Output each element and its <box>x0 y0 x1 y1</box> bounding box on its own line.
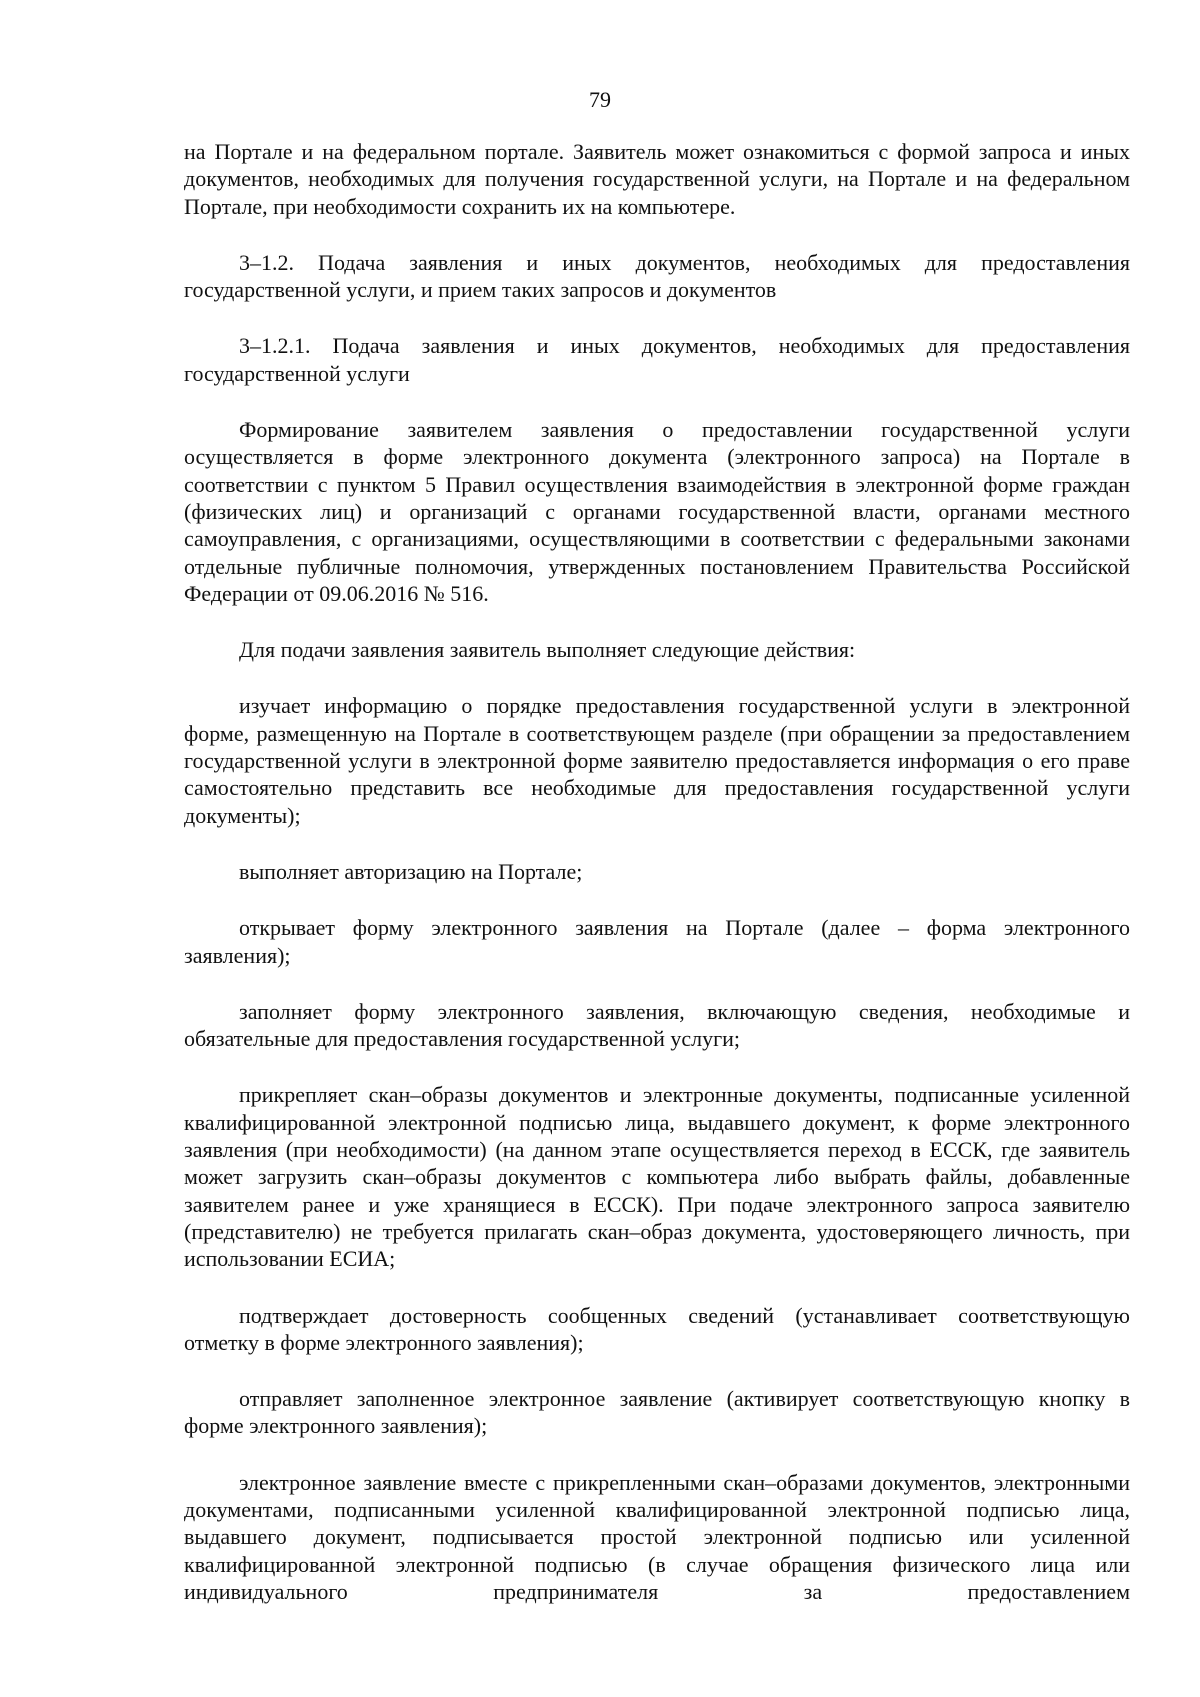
step-send-application: отправляет заполненное электронное заявление (активирует соответствующую кнопку в форме электронного заявления); <box>184 1386 1130 1439</box>
paragraph-application-forming: Формирование заявителем заявления о предоставлении государственной услуги осуществляется в форме электронного документа (электронного запроса) на Портале в соответствии с пунктом 5 Правил осуществления взаимодействия в электронной форме граждан (физических лиц) и организаций с органами государственной власти, органами местного самоуправления, с организациями, осуществляющими в соответствии с федеральными законами отдельные публичные полномочия, утвержденных постановлением Правительства Российской Федерации от 09.06.2016 № 516. <box>184 417 1130 606</box>
section-heading-3-1-2-1: 3–1.2.1. Подача заявления и иных документов, необходимых для предоставления государственной услуги <box>184 333 1130 386</box>
step-attach-documents: прикрепляет скан–образы документов и электронные документы, подписанные усиленной квалифицированной электронной подписью лица, выдавшего документ, к форме электронного заявления (при необходимости) (на данном этапе осуществляется переход в ЕССК, где заявитель может загрузить скан–образы документов с компьютера либо выбрать файлы, добавленные заявителем ранее и уже хранящиеся в ЕССК). При подаче электронного запроса заявителю (представителю) не требуется прилагать скан–образ документа, удостоверяющего личность, при использовании ЕСИА; <box>184 1082 1130 1272</box>
paragraph-portal-forms: на Портале и на федеральном портале. Заявитель может ознакомиться с формой запроса и иных документов, необходимых для получения государственной услуги, на Портале и на федеральном Портале, при необходимости сохранить их на компьютере. <box>184 139 1130 219</box>
step-sign-application: электронное заявление вместе с прикрепленными скан–образами документов, электронными документами, подписанными усиленной квалифицированной электронной подписью лица, выдавшего документ, подписывается простой электронной подписью или усиленной квалифицированной электронной подписью (в случае обращения физического лица или индивидуального предпринимателя за предоставлением <box>184 1469 1130 1604</box>
step-open-form: открывает форму электронного заявления на Портале (далее – форма электронного заявления); <box>184 915 1130 968</box>
step-fill-form: заполняет форму электронного заявления, включающую сведения, необходимые и обязательные для предоставления государственной услуги; <box>184 998 1130 1052</box>
paragraph-steps-intro: Для подачи заявления заявитель выполняет следующие действия: <box>239 637 856 663</box>
step-study-information: изучает информацию о порядке предоставления государственной услуги в электронной форме, размещенную на Портале в соответствующем разделе (при обращении за предоставлением государственной услуги в электронной форме заявителю предоставляется информация о его праве самостоятельно представить все необходимые для предоставления государственной услуги документы); <box>184 693 1130 828</box>
section-heading-3-1-2: 3–1.2. Подача заявления и иных документов, необходимых для предоставления государственной услуги, и прием таких запросов и документов <box>184 249 1130 303</box>
step-authorization: выполняет авторизацию на Портале; <box>239 858 583 884</box>
step-confirm-data: подтверждает достоверность сообщенных сведений (устанавливает соответствующую отметку в форме электронного заявления); <box>184 1302 1130 1355</box>
document-body <box>184 138 1130 1605</box>
page-number: 79 <box>589 87 611 112</box>
